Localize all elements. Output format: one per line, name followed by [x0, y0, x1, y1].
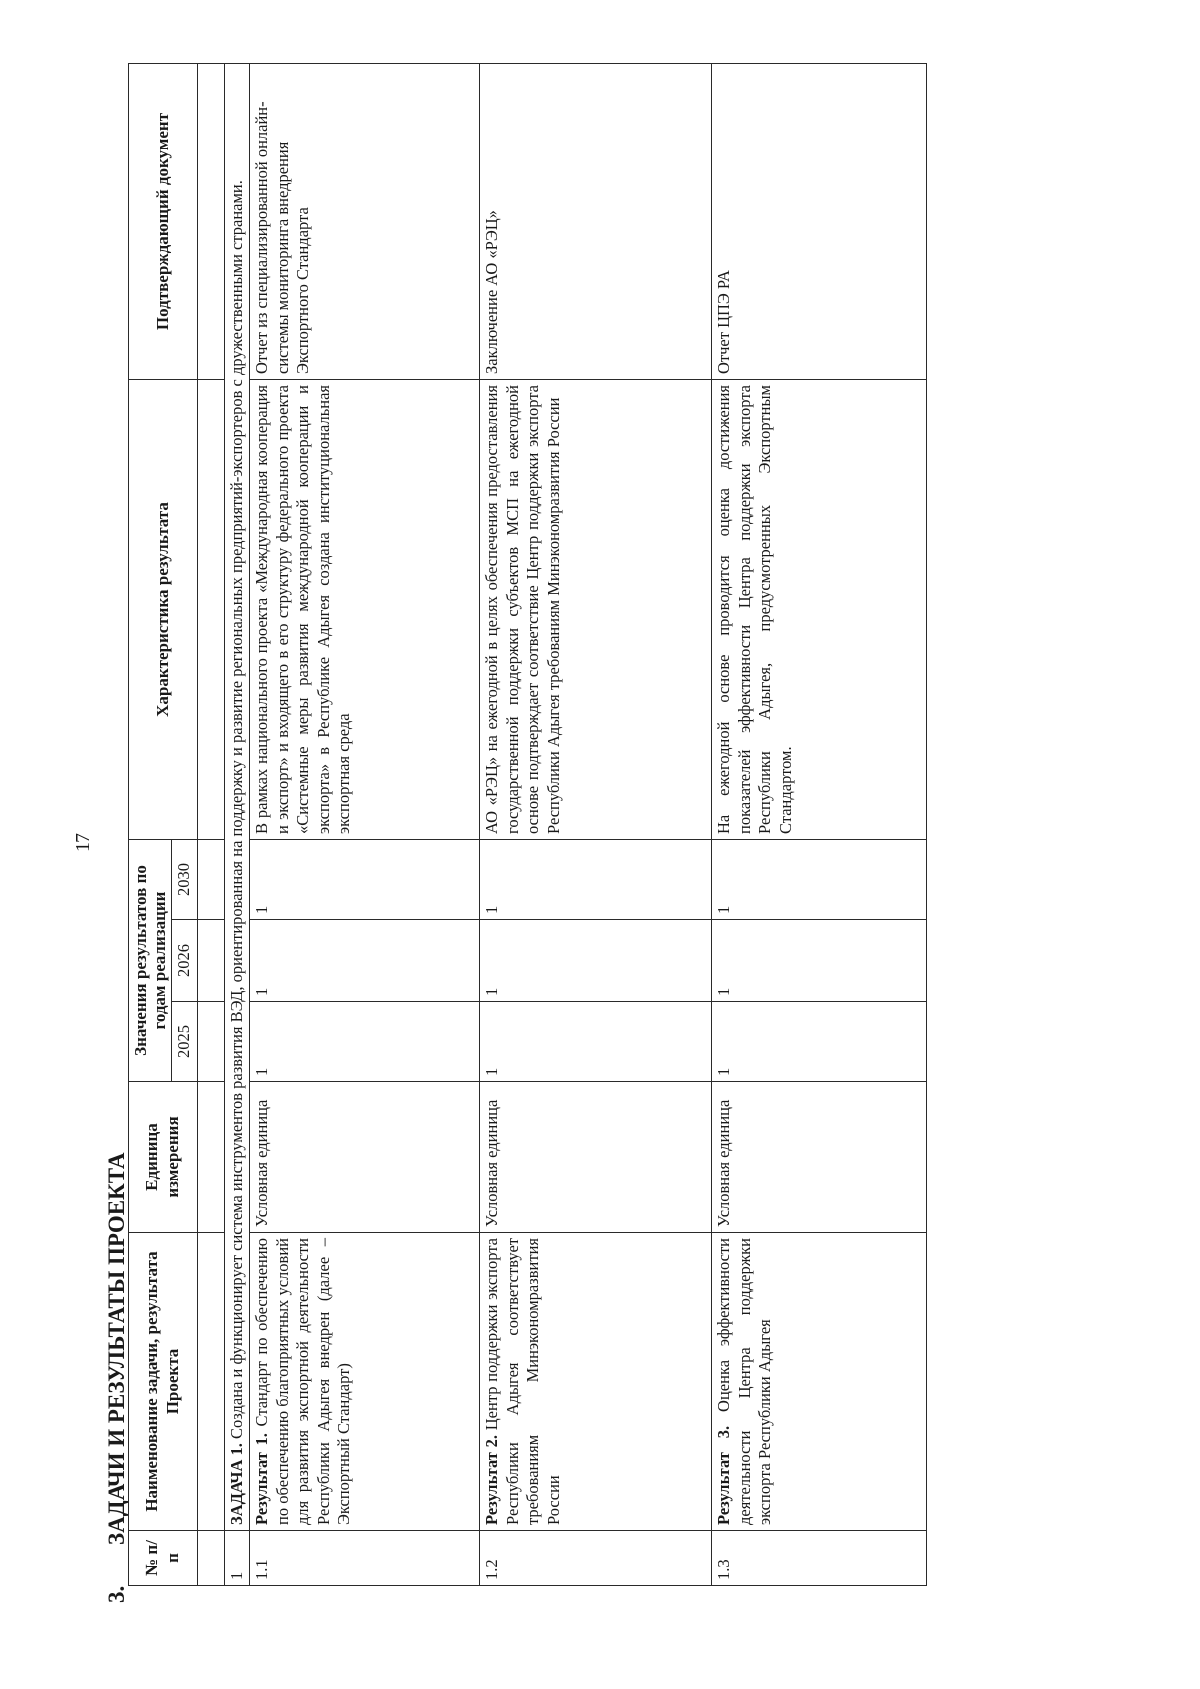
row-document: Заключение АО «РЭЦ»: [480, 64, 712, 380]
row-num: 1.1: [250, 1531, 480, 1586]
section-number: 3.: [104, 1585, 129, 1603]
row-characteristic: АО «РЭЦ» на ежегодной в целях обеспечения предоставления государственной поддержки субъектов МСП на ежегодной основе подтверждает соответствие Центр поддержки экспорта Республики Адыгея требованиям Минэкономразвития России: [480, 380, 712, 840]
task-num: 1: [224, 1531, 250, 1586]
row-characteristic: На ежегодной основе проводится оценка достижения показателей эффективности Центра поддержки экспорта Республики Адыгея, предусмотренных Экспортным Стандартом.: [712, 380, 927, 840]
header-year: 2025: [172, 1002, 198, 1082]
row-name: [250, 1233, 480, 1531]
section-title-text: ЗАДАЧИ И РЕЗУЛЬТАТЫ ПРОЕКТА: [104, 1152, 129, 1545]
task-label: ЗАДАЧА 1.: [226, 1443, 246, 1525]
table-row: [250, 64, 480, 1586]
row-value-2025: 1: [480, 1002, 712, 1082]
row-value-2030: 1: [250, 840, 480, 920]
header-year: 2026: [172, 920, 198, 1002]
result-label: Результат 1.: [252, 1433, 271, 1525]
header-unit: Единица измерения: [129, 1082, 198, 1233]
header-characteristic: Характеристика результата: [129, 380, 198, 840]
section-title: [104, 1152, 130, 1603]
row-name: [480, 1233, 712, 1531]
row-unit: Условная единица: [480, 1082, 712, 1233]
row-value-2025: 1: [250, 1002, 480, 1082]
results-table: [128, 63, 927, 1586]
row-unit: Условная единица: [250, 1082, 480, 1233]
task-text: [224, 64, 250, 1531]
row-num: 1.2: [480, 1531, 712, 1586]
header-num: № п/п: [129, 1531, 198, 1586]
result-name: Стандарт по обеспечению по обеспечению благоприятных условий для развития экспортной деятельности Республики Адыгея внедрен (далее – Экспортный Стандарт): [252, 1237, 353, 1525]
header-year: 2030: [172, 840, 198, 920]
page-number: 17: [72, 834, 94, 852]
result-label: Результат 2.: [482, 1435, 501, 1525]
row-value-2026: 1: [712, 920, 927, 1002]
row-characteristic: В рамках национального проекта «Международная кооперация и экспорт» и входящего в его структуру федерального проекта «Системные меры развития международной кооперации и экспорта» в Республике Адыгея создана институциональная экспортная среда: [250, 380, 480, 840]
row-value-2026: 1: [480, 920, 712, 1002]
task-row: [224, 64, 250, 1586]
task-description: Создана и функционирует система инструментов развития ВЭД, ориентированная на поддержку и развитие региональных предприятий-экспортеров с дружественными странами.: [226, 180, 246, 1439]
table-row: [712, 64, 927, 1586]
result-name: Оценка эффективности деятельности Центра поддержки экспорта Республики Адыгея: [714, 1238, 774, 1525]
result-name: Центр поддержки экспорта Республики Адыгея соответствует требованиям Минэкономразвития России: [482, 1238, 563, 1525]
result-label: Результат 3.: [714, 1425, 733, 1525]
empty-row: [197, 64, 224, 1586]
row-value-2030: 1: [712, 840, 927, 920]
header-values: Значения результатов по годам реализации: [129, 840, 172, 1082]
row-document: Отчет ЦПЭ РА: [712, 64, 927, 380]
row-name: [712, 1233, 927, 1531]
header-name: Наименование задачи, результата Проекта: [129, 1233, 198, 1531]
row-value-2025: 1: [712, 1002, 927, 1082]
header-document: Подтверждающий документ: [129, 64, 198, 380]
header-row: [129, 64, 172, 1586]
row-num: 1.3: [712, 1531, 927, 1586]
table-row: [480, 64, 712, 1586]
row-unit: Условная единица: [712, 1082, 927, 1233]
row-document: Отчет из специализированной онлайн-системы мониторинга внедрения Экспортного Стандарта: [250, 64, 480, 380]
row-value-2026: 1: [250, 920, 480, 1002]
row-value-2030: 1: [480, 840, 712, 920]
